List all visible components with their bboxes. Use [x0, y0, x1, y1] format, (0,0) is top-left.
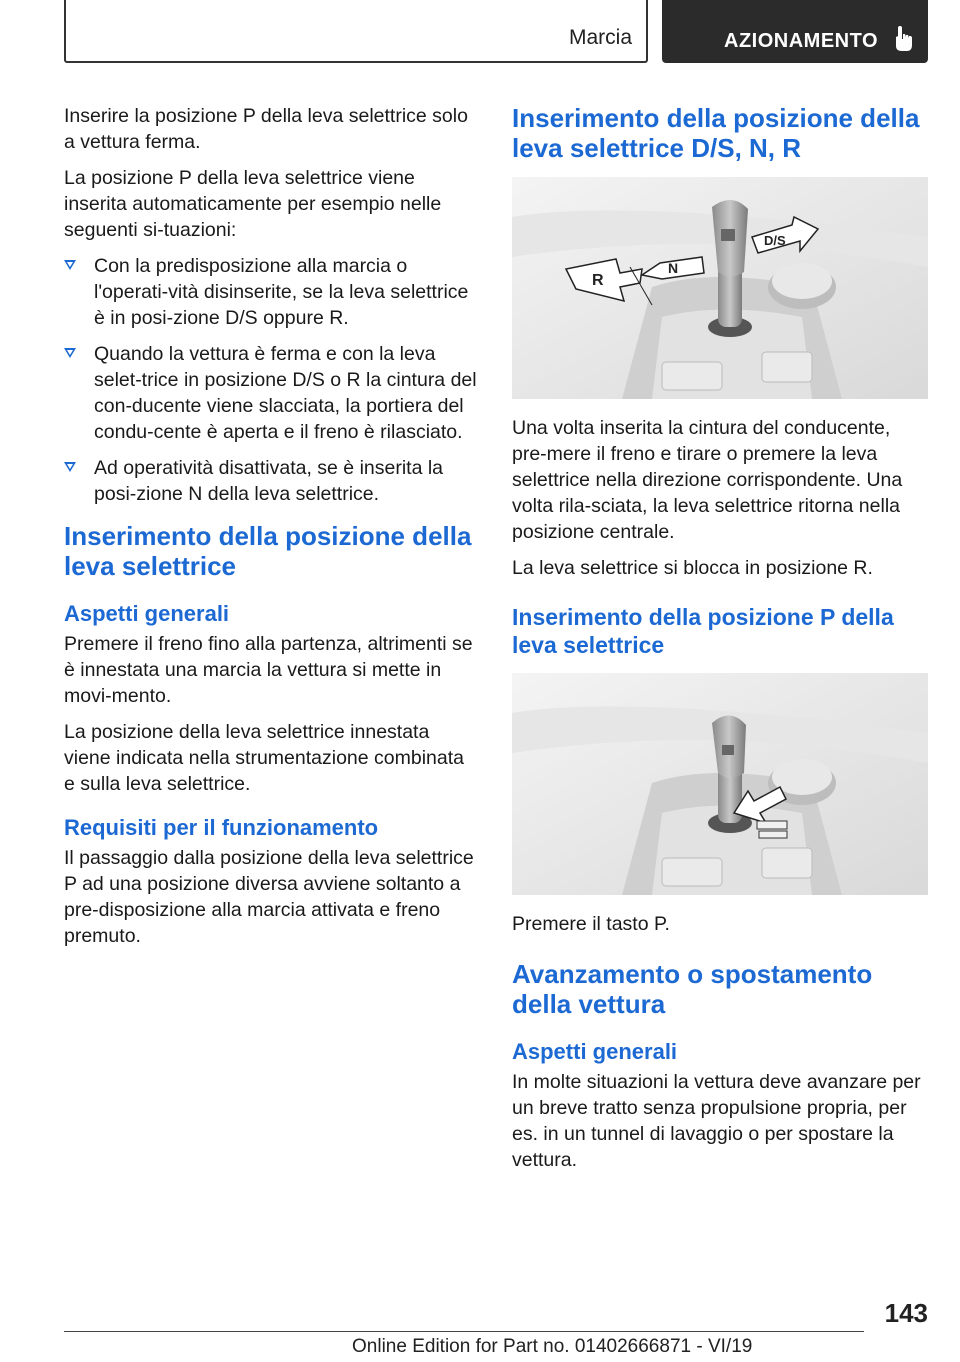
subsection-heading: Aspetti generali [512, 1039, 678, 1064]
list-item [64, 455, 478, 507]
header-section-title: Marcia [568, 26, 632, 49]
list-item-text: Quando la vettura è ferma e con la leva selet-trice in posizione D/S o R la cintura del con-ducente viene slacciata, la portiera del condu-cente è aperta e il freno è rilasciato. [94, 343, 477, 443]
arrow-label-ds: D/S [764, 233, 786, 248]
list-item-text: Ad operatività disattivata, se è inserita la posi-zione N della leva selettrice. [94, 457, 444, 505]
section-heading: Inserimento della posizione P della leva selettrice [512, 604, 894, 658]
arrow-label-r: R [592, 272, 604, 289]
subsection-heading: Aspetti generali [64, 601, 230, 626]
list-item-text: Con la predisposizione alla marcia o l'operati-vità disinserite, se la leva selettrice è in posi-zione D/S oppure R. [94, 255, 469, 329]
paragraph: Inserire la posizione P della leva selettrice solo a vettura ferma. [64, 105, 468, 153]
paragraph: In molte situazioni la vettura deve avanzare per un breve tratto senza propulsione propria, per es. in un tunnel di lavaggio o per spostare la vettura. [512, 1071, 921, 1171]
bullet-list [64, 253, 478, 507]
paragraph: Una volta inserita la cintura del conducente, pre-mere il freno e tirare o premere la leva selettrice nella direzione corrispondente. Una volta rila-sciata, la leva selettrice ritorna nella posizione centrale. [512, 417, 903, 543]
arrow-label-n: N [668, 260, 679, 276]
gear-selector-figure-p [512, 673, 928, 895]
section-heading: Inserimento della posizione della leva selettrice [64, 521, 472, 581]
paragraph: Premere il tasto P. [512, 913, 670, 935]
section-heading: Inserimento della posizione della leva selettrice D/S, N, R [512, 103, 920, 163]
footer-divider [64, 1331, 864, 1332]
hand-pointer-icon [893, 26, 913, 52]
section-heading: Avanzamento o spostamento della vettura [512, 959, 873, 1019]
header-chapter-tab [662, 0, 928, 63]
right-column [512, 103, 928, 1183]
triangle-bullet-icon [64, 462, 76, 472]
triangle-bullet-icon [64, 348, 76, 358]
list-item [64, 341, 478, 445]
subsection-heading: Requisiti per il funzionamento [64, 815, 379, 840]
footer-edition: Online Edition for Part no. 01402666871 - VI/19 [352, 1336, 753, 1357]
paragraph: La posizione della leva selettrice innestata viene indicata nella strumentazione combinata e sulla leva selettrice. [64, 721, 464, 795]
paragraph: La posizione P della leva selettrice viene inserita automaticamente per esempio nelle seguenti si-tuazioni: [64, 167, 442, 241]
list-item [64, 253, 478, 331]
paragraph: Il passaggio dalla posizione della leva selettrice P ad una posizione diversa avviene soltanto a pre-disposizione alla marcia attivata e freno premuto. [64, 847, 474, 947]
triangle-bullet-icon [64, 260, 76, 270]
paragraph: La leva selettrice si blocca in posizione R. [512, 557, 873, 579]
paragraph: Premere il freno fino alla partenza, altrimenti se è innestata una marcia la vettura si mette in movi-mento. [64, 633, 473, 707]
header-section-box [64, 0, 648, 63]
left-column [64, 103, 478, 959]
gear-selector-figure-dsnr [512, 177, 928, 399]
page-number: 143 [884, 1298, 928, 1328]
header-chapter-title: AZIONAMENTO [724, 30, 879, 52]
